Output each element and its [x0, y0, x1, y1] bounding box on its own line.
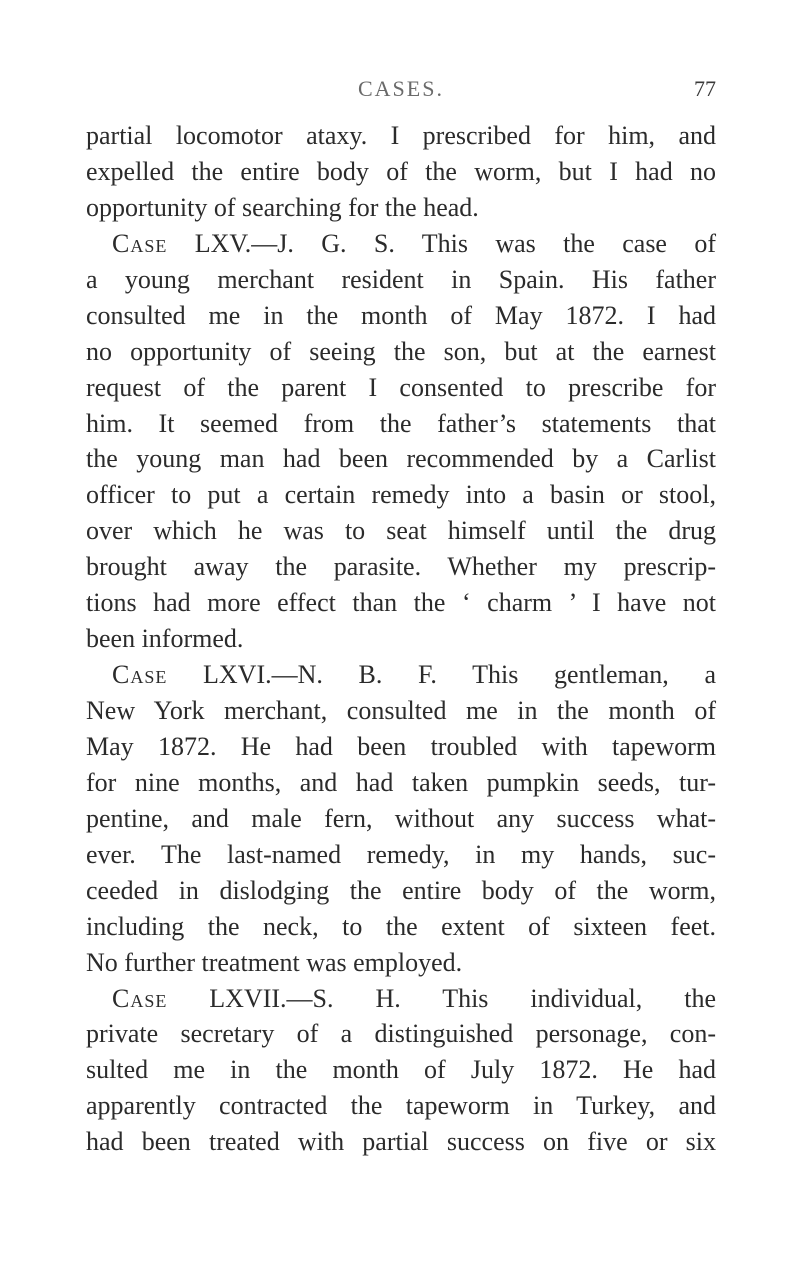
text-line: partial locomotor ataxy. I prescribed for him, and: [86, 121, 716, 150]
case-label: Case: [112, 660, 168, 690]
text-line: him. It seemed from the father’s statements that: [86, 408, 716, 438]
text-line: May 1872. He had been troubled with tapeworm: [86, 731, 716, 761]
case-heading-line: [86, 981, 716, 1017]
text-line: sulted me in the month of July 1872. He had: [86, 1055, 716, 1085]
text-line: for nine months, and had taken pumpkin seeds, tur-: [86, 767, 716, 797]
text-line: had been treated with partial success on five or six: [86, 1127, 716, 1157]
text-line: including the neck, to the extent of sixteen feet.: [86, 911, 716, 941]
text-line: brought away the parasite. Whether my prescrip-: [86, 552, 716, 582]
case-heading-line: [86, 657, 716, 693]
text-run: LXV.—J. G. S. This was the case of: [167, 228, 716, 258]
text-line: tions had more effect than the ‘ charm ’ I have not: [86, 588, 716, 618]
running-head: CASES.: [358, 76, 444, 101]
text-line: no opportunity of seeing the son, but at the earnest: [86, 336, 716, 366]
text-line: expelled the entire body of the worm, but I had no: [86, 156, 716, 186]
case-label: Case: [112, 228, 168, 258]
body-text: [86, 118, 716, 1160]
text-line: opportunity of searching for the head.: [86, 192, 479, 222]
case-label: Case: [112, 983, 168, 1013]
text-line: ever. The last-named remedy, in my hands, suc-: [86, 839, 716, 869]
page-number: 77: [694, 76, 716, 101]
text-run: LXVI.—N. B. F. This gentleman, a: [167, 660, 716, 690]
text-line: New York merchant, consulted me in the month of: [86, 696, 716, 725]
case-heading-line: [86, 226, 716, 262]
text-line: a young merchant resident in Spain. His father: [86, 264, 716, 294]
text-line: been informed.: [86, 624, 244, 654]
text-line: apparently contracted the tapeworm in Turkey, and: [86, 1091, 716, 1121]
text-line: over which he was to seat himself until the drug: [86, 516, 716, 546]
text-run: LXVII.—S. H. This individual, the: [167, 983, 716, 1013]
text-line: the young man had been recommended by a Carlist: [86, 444, 716, 474]
text-line: request of the parent I consented to prescribe for: [86, 372, 716, 402]
text-line: officer to put a certain remedy into a basin or stool,: [86, 480, 716, 510]
text-line: ceeded in dislodging the entire body of the worm,: [86, 875, 716, 905]
text-line: pentine, and male fern, without any success what-: [86, 803, 716, 833]
text-line: consulted me in the month of May 1872. I had: [86, 300, 716, 330]
text-line: private secretary of a distinguished personage, con-: [86, 1019, 716, 1049]
text-line: No further treatment was employed.: [86, 947, 463, 977]
page-header: [86, 76, 716, 106]
